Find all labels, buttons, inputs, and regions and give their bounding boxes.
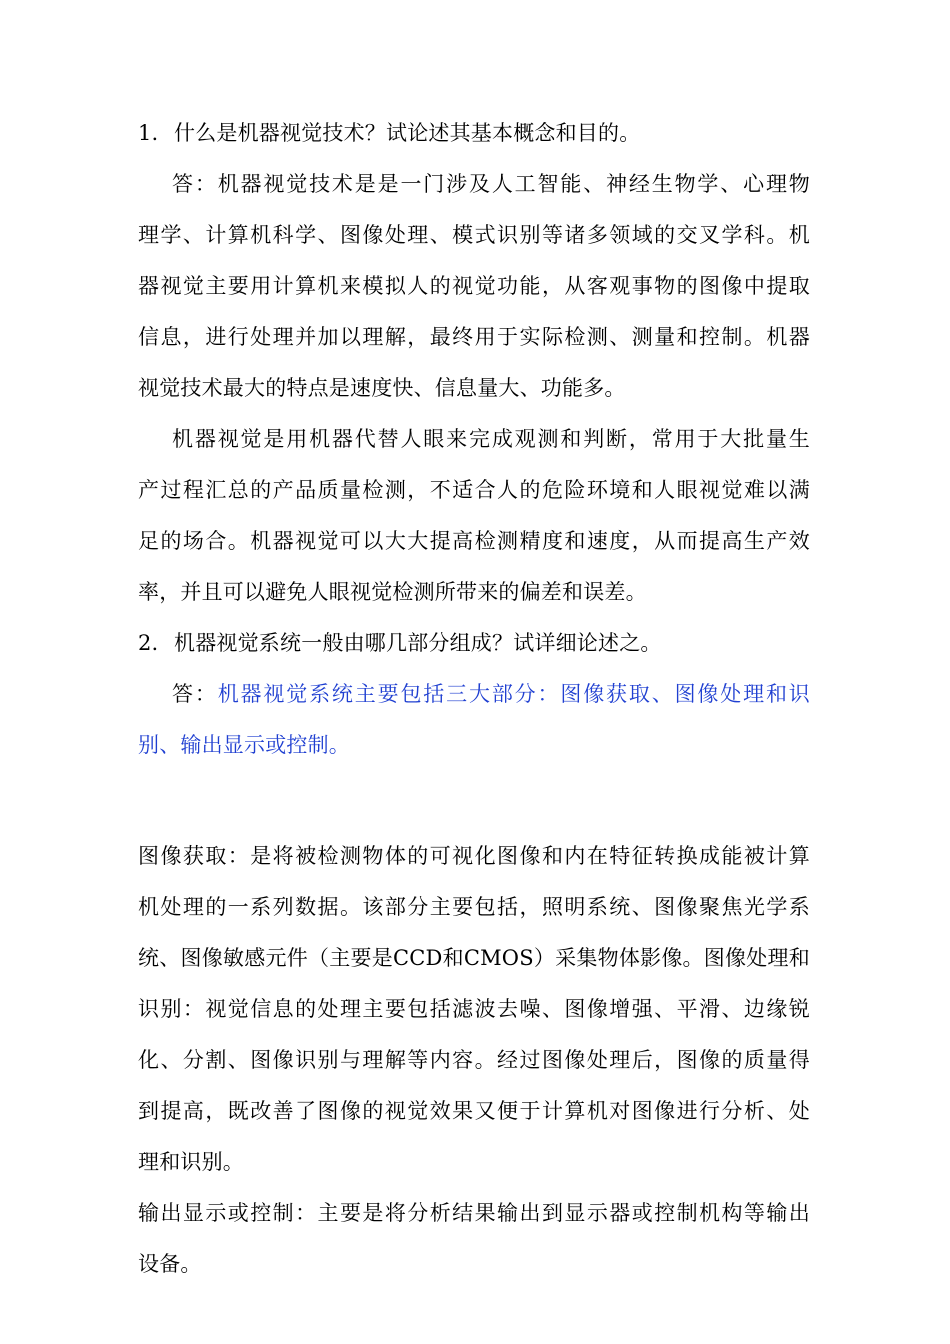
answer-2-body-line-6: 到提高，既改善了图像的视觉效果又便于计算机对图像进行分析、处 bbox=[138, 1099, 810, 1123]
answer-2-line-1 bbox=[138, 669, 810, 720]
answer-2-body-line-5: 化、分割、图像识别与理解等内容。经过图像处理后，图像的质量得 bbox=[138, 1048, 810, 1072]
answer-2-body-line-2: 机处理的一系列数据。该部分主要包括，照明系统、图像聚焦光学系 bbox=[138, 895, 810, 919]
answer-1-line-2: 理学、计算机科学、图像处理、模式识别等诸多领域的交叉学科。机 bbox=[138, 223, 810, 247]
answer-1-line-1: 答：机器视觉技术是是一门涉及人工智能、神经生物学、心理物 bbox=[172, 172, 810, 196]
answer-2-body-line-8: 输出显示或控制：主要是将分析结果输出到显示器或控制机构等输出 bbox=[138, 1201, 810, 1225]
question-2-number: 2. bbox=[138, 631, 159, 655]
answer-2-body-line-3: 统、图像敏感元件（主要是CCD和CMOS）采集物体影像。图像处理和 bbox=[138, 946, 810, 970]
answer-1-line-4: 信息，进行处理并加以理解，最终用于实际检测、测量和控制。机器 bbox=[138, 325, 810, 349]
answer-2-highlight-2: 别、输出显示或控制。 bbox=[138, 733, 350, 757]
question-1 bbox=[138, 108, 810, 159]
document-page bbox=[138, 108, 810, 1290]
answer-2-highlight-1: 机器视觉系统主要包括三大部分：图像获取、图像处理和识 bbox=[217, 682, 811, 706]
answer-2-body-line-4: 识别：视觉信息的处理主要包括滤波去噪、图像增强、平滑、边缘锐 bbox=[138, 997, 810, 1021]
answer-2-prefix: 答： bbox=[172, 682, 218, 706]
answer-1-para2-line-1: 机器视觉是用机器代替人眼来完成观测和判断，常用于大批量生 bbox=[172, 427, 810, 451]
answer-2-body-line-9: 设备。 bbox=[138, 1252, 202, 1276]
answer-2-body-line-1: 图像获取：是将被检测物体的可视化图像和内在特征转换成能被计算 bbox=[138, 844, 810, 868]
paragraph-gap bbox=[138, 771, 810, 831]
question-2 bbox=[138, 618, 810, 669]
question-1-number: 1. bbox=[138, 121, 159, 145]
answer-1-line-3: 器视觉主要用计算机来模拟人的视觉功能，从客观事物的图像中提取 bbox=[138, 274, 810, 298]
answer-1-line-5: 视觉技术最大的特点是速度快、信息量大、功能多。 bbox=[138, 376, 626, 400]
answer-1-para2-line-2: 产过程汇总的产品质量检测，不适合人的危险环境和人眼视觉难以满 bbox=[138, 478, 810, 502]
question-1-text: 什么是机器视觉技术？试论述其基本概念和目的。 bbox=[174, 121, 641, 145]
question-2-text: 机器视觉系统一般由哪几部分组成？试详细论述之。 bbox=[174, 631, 662, 655]
answer-1-para2-line-4: 率，并且可以避免人眼视觉检测所带来的偏差和误差。 bbox=[138, 580, 647, 604]
answer-1-para2-line-3: 足的场合。机器视觉可以大大提高检测精度和速度，从而提高生产效 bbox=[138, 529, 810, 553]
answer-2-body-line-7: 理和识别。 bbox=[138, 1150, 244, 1174]
